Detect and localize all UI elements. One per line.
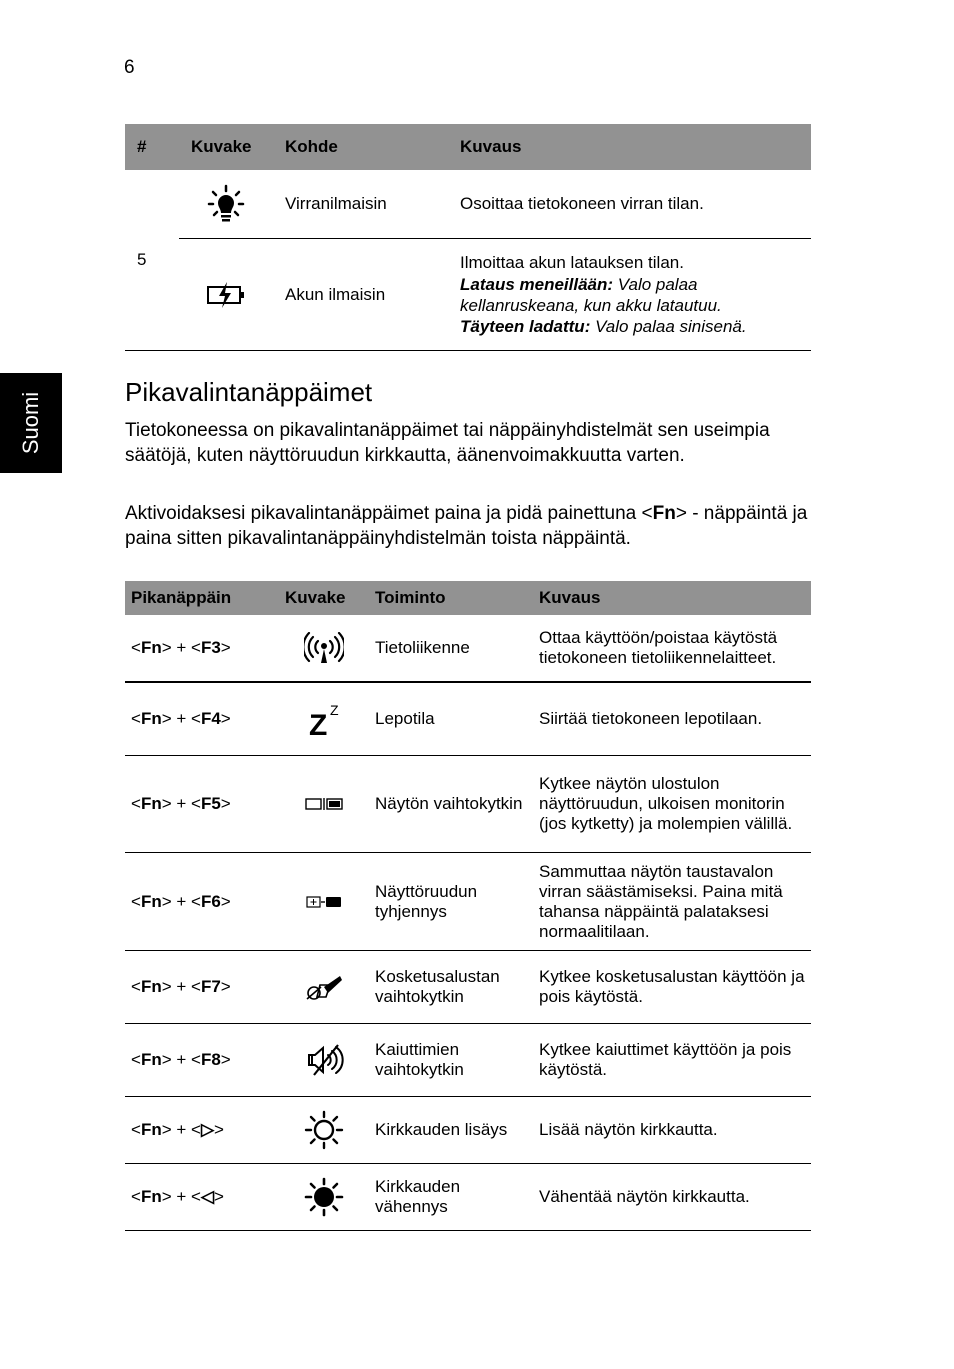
table-row: [125, 1164, 811, 1231]
side-tab-label: Suomi: [18, 391, 43, 455]
second-key: F8: [200, 1050, 221, 1069]
second-key: F7: [200, 977, 221, 996]
icon-cell: [279, 682, 369, 756]
hotkey-cell: <Fn> + <F5>: [125, 756, 279, 853]
table-row: [125, 615, 811, 682]
table-row: [125, 853, 811, 951]
hotkey-cell: <Fn> + <F8>: [125, 1024, 279, 1097]
instruction-paragraph: Aktivoidaksesi pikavalintanäppäimet paina ja pidä painettuna <Fn> - näppäintä ja paina sitten pikavalintanäppäinyhdistelmän toista näppäintä.: [125, 503, 808, 549]
function-description: Vähentää näytön kirkkautta.: [533, 1164, 811, 1231]
header-function: Toiminto: [369, 581, 533, 615]
table-row: [125, 239, 811, 351]
second-key: F6: [200, 891, 221, 911]
target-label: Virranilmaisin: [285, 194, 387, 213]
function-label: Kirkkauden vähennys: [369, 1164, 533, 1231]
svg-text:Z: Z: [309, 709, 328, 737]
function-label: Näyttöruudun tyhjennys: [369, 853, 533, 951]
function-description: Kytkee kosketusalustan käyttöön ja pois käytöstä.: [533, 951, 811, 1024]
table-header-row: [125, 124, 811, 170]
icon-cell: [279, 1164, 369, 1231]
indicator-table: [125, 124, 811, 351]
table-row: [125, 756, 811, 853]
brightness-down-icon: [285, 1177, 363, 1217]
function-description: Siirtää tietokoneen lepotilaan.: [533, 682, 811, 756]
second-key: ◁: [200, 1187, 215, 1206]
function-description: Kytkee näytön ulostulon näyttöruudun, ulkoisen monitorin (jos kytketty) ja molempien välillä.: [533, 756, 811, 853]
fn-key: Fn: [140, 1187, 162, 1206]
icon-cell: [179, 170, 273, 239]
table-row: [125, 1097, 811, 1164]
brightness-up-icon: [285, 1110, 363, 1150]
battery-charge-icon: [206, 280, 246, 310]
function-description: Lisää näytön kirkkautta.: [533, 1097, 811, 1164]
function-label: Lepotila: [369, 682, 533, 756]
target-description: [448, 239, 811, 351]
icon-cell: [179, 239, 273, 351]
function-label: Näytön vaihtokytkin: [369, 756, 533, 853]
header-number: #: [125, 124, 179, 170]
header-icon: Kuvake: [179, 124, 273, 170]
hotkey-table: [125, 581, 811, 1231]
fn-key: Fn: [140, 891, 162, 911]
hotkey-cell: <Fn> + <F6>: [125, 853, 279, 951]
intro-paragraph: Tietokoneessa on pikavalintanäppäimet tai näppäinyhdistelmät sen useimpia säätöjä, kuten näyttöruudun kirkkautta, äänenvoimakkuutta varten.: [125, 420, 770, 466]
function-label: Kosketusalustan vaihtokytkin: [369, 951, 533, 1024]
group-number: 5: [125, 170, 179, 351]
table-row: [125, 1024, 811, 1097]
target-label: Akun ilmaisin: [273, 239, 448, 351]
fn-key: Fn: [140, 709, 162, 728]
table-row: [125, 951, 811, 1024]
second-key: F4: [200, 709, 221, 728]
hotkey-cell: <Fn> + <F3>: [125, 615, 279, 682]
function-label: Kirkkauden lisäys: [369, 1097, 533, 1164]
icon-cell: [279, 853, 369, 951]
hotkey-cell: <Fn> + <F7>: [125, 951, 279, 1024]
screen-blank-icon: [285, 894, 363, 910]
speaker-mute-icon: [285, 1043, 363, 1077]
section-heading: Pikavalintanäppäimet: [125, 377, 373, 407]
function-label: Tietoliikenne: [369, 615, 533, 682]
header-target: Kohde: [273, 124, 448, 170]
target-description: Osoittaa tietokoneen virran tilan.: [460, 194, 704, 213]
icon-cell: [279, 1097, 369, 1164]
svg-text:Z: Z: [330, 702, 339, 718]
icon-cell: [279, 756, 369, 853]
wireless-icon: [285, 632, 363, 664]
table-row: [125, 682, 811, 756]
fn-key: Fn: [140, 977, 162, 996]
header-description: Kuvaus: [533, 581, 811, 615]
icon-cell: [279, 1024, 369, 1097]
desc-line: Ilmoittaa akun latauksen tilan.: [460, 252, 684, 272]
touchpad-toggle-icon: [285, 973, 363, 1001]
hotkey-cell: <Fn> + <▷>: [125, 1097, 279, 1164]
page-number: 6: [124, 57, 135, 78]
fn-key: Fn: [140, 1050, 162, 1069]
second-key: ▷: [200, 1120, 215, 1139]
hotkey-cell: <Fn> + <◁>: [125, 1164, 279, 1231]
table-header-row: [125, 581, 811, 615]
header-hotkey: Pikanäppäin: [125, 581, 279, 615]
power-light-icon: [206, 184, 246, 224]
desc-line: Täyteen ladattu: Valo palaa sinisenä.: [460, 316, 747, 336]
icon-cell: [279, 951, 369, 1024]
header-icon: Kuvake: [279, 581, 369, 615]
function-label: Kaiuttimien vaihtokytkin: [369, 1024, 533, 1097]
function-description: Sammuttaa näytön taustavalon virran säästämiseksi. Paina mitä tahansa näppäintä palataksesi normaalitilaan.: [533, 853, 811, 951]
icon-cell: [279, 615, 369, 682]
second-key: F3: [200, 638, 221, 657]
hotkey-cell: <Fn> + <F4>: [125, 682, 279, 756]
function-description: Ottaa käyttöön/poistaa käytöstä tietokoneen tietoliikennelaitteet.: [533, 615, 811, 682]
fn-key: Fn: [140, 794, 162, 813]
sleep-icon: [285, 701, 363, 737]
desc-line: Lataus meneillään: Valo palaa kellanruskeana, kun akku latautuu.: [460, 274, 722, 315]
fn-key: Fn: [140, 1120, 162, 1139]
display-toggle-icon: [285, 796, 363, 812]
table-row: [125, 170, 811, 239]
fn-key: Fn: [140, 638, 162, 657]
language-side-tab: [0, 373, 62, 473]
function-description: Kytkee kaiuttimet käyttöön ja pois käytöstä.: [533, 1024, 811, 1097]
header-description: Kuvaus: [448, 124, 811, 170]
second-key: F5: [200, 794, 221, 813]
